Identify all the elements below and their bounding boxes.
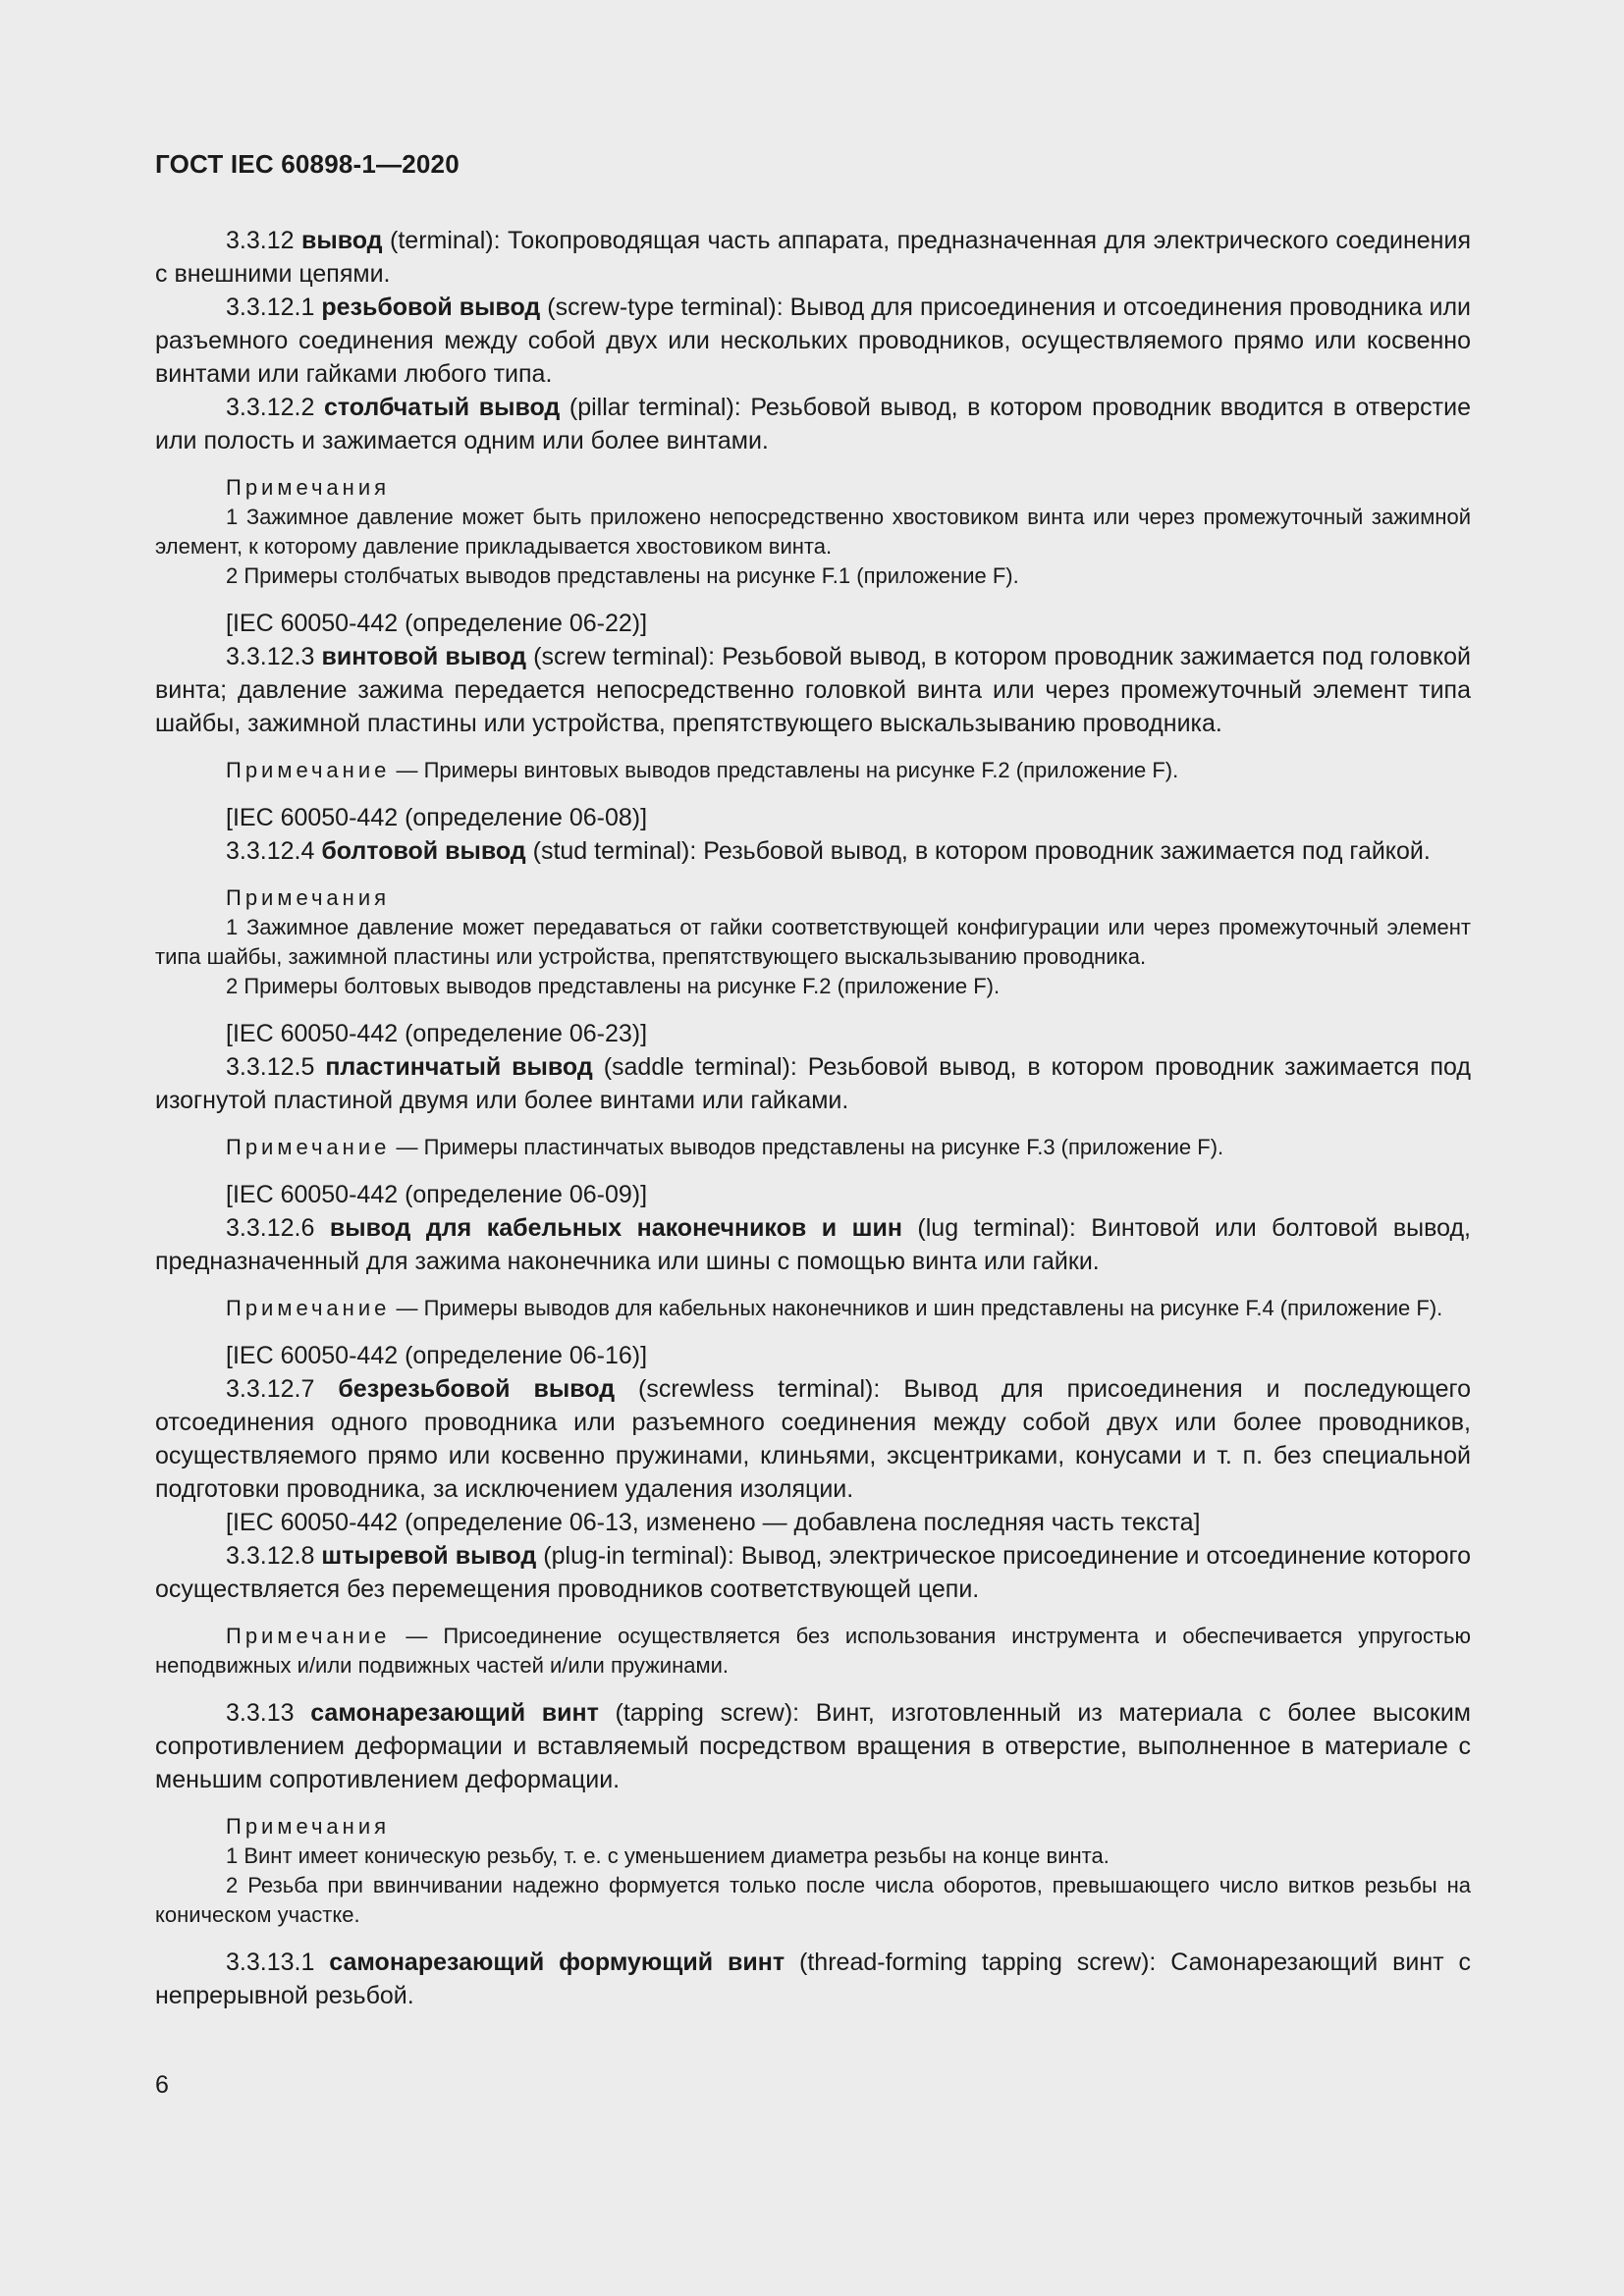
clause-3-3-12-2 — [155, 391, 1471, 457]
note-item: 2 Примеры болтовых выводов представлены на рисунке F.2 (приложение F). — [226, 974, 1001, 998]
clause-3-3-12-6 — [155, 1211, 1471, 1278]
clause-number: 3.3.12.7 — [226, 1375, 315, 1403]
note-item: 1 Винт имеет коническую резьбу, т. е. с уменьшением диаметра резьбы на конце винта. — [226, 1843, 1110, 1868]
clause-3-3-12-7 — [155, 1372, 1471, 1506]
note-text: — Примеры выводов для кабельных наконечников и шин представлены на рисунке F.4 (приложение F). — [390, 1296, 1443, 1320]
reference: [IEC 60050-442 (определение 06-13, изменено — добавлена последняя часть текста] — [226, 1509, 1201, 1536]
clause-text: (stud terminal): Резьбовой вывод, в котором проводник зажимается под гайкой. — [525, 837, 1431, 865]
page-number: 6 — [155, 2071, 169, 2099]
reference: [IEC 60050-442 (определение 06-23)] — [226, 1020, 648, 1047]
clause-number: 3.3.12.2 — [226, 394, 315, 421]
clause-3-3-12 — [155, 224, 1471, 291]
clause-text: (screw terminal): Резьбовой вывод, в котором проводник зажимается под головкой винта; давление зажима передается непосредственно головкой винта или через промежуточный элемент типа шайбы, зажимной пластины или устройства, препятствующего выскальзыванию проводника. — [155, 643, 1472, 737]
note-text: — Присоединение осуществляется без использования инструмента и обеспечивается упругостью неподвижных и/или подвижных частей и/или пружинами. — [155, 1624, 1471, 1678]
clause-text: (lug terminal): Винтовой или болтовой вывод, предназначенный для зажима наконечника или шины с помощью винта или гайки. — [155, 1214, 1471, 1275]
clause-number: 3.3.12.6 — [226, 1214, 315, 1242]
reference: [IEC 60050-442 (определение 06-09)] — [226, 1181, 648, 1208]
clause-number: 3.3.12.4 — [226, 837, 315, 865]
document-header: ГОСТ IEC 60898-1—2020 — [155, 149, 460, 179]
reference: [IEC 60050-442 (определение 06-22)] — [226, 610, 648, 637]
clause-term: вывод — [300, 227, 383, 254]
note-item: 1 Зажимное давление может быть приложено непосредственно хвостовиком винта или через промежуточный зажимной элемент, к которому давление прикладывается хвостовиком винта. — [155, 505, 1471, 559]
clause-3-3-12-1 — [155, 291, 1471, 391]
clause-number: 3.3.13 — [226, 1699, 295, 1727]
clause-text: (plug-in terminal): Вывод, электрическое присоединение и отсоединение которого осуществляется без перемещения проводников соответствующей цепи. — [155, 1542, 1471, 1603]
clause-number: 3.3.12.8 — [226, 1542, 315, 1570]
note-label: Примечание — [226, 758, 391, 782]
clause-3-3-13 — [155, 1696, 1471, 1796]
clause-3-3-12-3 — [155, 640, 1471, 740]
note — [155, 1622, 1471, 1681]
note-text: — Примеры пластинчатых выводов представлены на рисунке F.3 (приложение F). — [390, 1135, 1224, 1159]
reference: [IEC 60050-442 (определение 06-08)] — [226, 804, 648, 831]
notes-heading: Примечания — [226, 475, 391, 500]
clause-term: пластинчатый вывод — [325, 1053, 593, 1081]
clause-text: (screw-type terminal): Вывод для присоединения и отсоединения проводника или разъемного соединения между собой двух или нескольких проводников, осуществляемого прямо или косвенно винтами или гайками любого типа. — [155, 294, 1471, 388]
clause-text: (pillar terminal): Резьбовой вывод, в котором проводник вводится в отверстие или полость и зажимается одним или более винтами. — [155, 394, 1471, 454]
note — [155, 1133, 1471, 1162]
clause-term: винтовой вывод — [321, 643, 526, 670]
note-label: Примечание — [226, 1135, 391, 1159]
clause-term: столбчатый вывод — [323, 394, 561, 421]
note-item: 2 Резьба при ввинчивании надежно формуется только после числа оборотов, превышающего число витков резьбы на коническом участке. — [155, 1873, 1471, 1927]
clause-term: безрезьбовой вывод — [338, 1375, 616, 1403]
clause-text: (thread-forming tapping screw): Самонарезающий винт с непрерывной резьбой. — [155, 1949, 1472, 2009]
clause-term: самонарезающий винт — [310, 1699, 599, 1727]
note-item: 2 Примеры столбчатых выводов представлены на рисунке F.1 (приложение F). — [226, 563, 1019, 588]
clause-text: (tapping screw): Винт, изготовленный из материала с более высоким сопротивлением деформации и вставляемый посредством вращения в отверстие, выполненное в материале с меньшим сопротивлением деформации. — [155, 1699, 1471, 1793]
note-label: Примечание — [226, 1296, 391, 1320]
clause-term: вывод для кабельных наконечников и шин — [329, 1214, 902, 1242]
clause-number: 3.3.12 — [226, 227, 295, 254]
clause-term: штыревой вывод — [321, 1542, 537, 1570]
clause-3-3-12-5 — [155, 1050, 1471, 1117]
clause-text: (saddle terminal): Резьбовой вывод, в котором проводник зажимается под изогнутой пластиной двумя или более винтами или гайками. — [155, 1053, 1471, 1114]
notes-heading: Примечания — [226, 1814, 391, 1839]
note — [155, 756, 1471, 785]
note-text: — Примеры винтовых выводов представлены на рисунке F.2 (приложение F). — [390, 758, 1179, 782]
clause-number: 3.3.12.1 — [226, 294, 315, 321]
clause-number: 3.3.13.1 — [226, 1949, 315, 1976]
clause-term: резьбовой вывод — [321, 294, 541, 321]
clause-text: (terminal): Токопроводящая часть аппарата, предназначенная для электрического соединения с внешними цепями. — [155, 227, 1471, 288]
document-body — [155, 224, 1471, 2012]
clause-3-3-13-1 — [155, 1946, 1471, 2012]
notes-heading: Примечания — [226, 885, 391, 910]
note — [155, 1294, 1471, 1323]
clause-term: самонарезающий формующий винт — [329, 1949, 785, 1976]
clause-text: (screwless terminal): Вывод для присоединения и последующего отсоединения одного проводника или разъемного соединения между собой двух или более проводников, осуществляемого прямо или косвенно пружинами, клиньями, эксцентриками, конусами и т. п. без специальной подготовки проводника, за исключением удаления изоляции. — [155, 1375, 1471, 1503]
clause-3-3-12-8 — [155, 1539, 1471, 1606]
note-item: 1 Зажимное давление может передаваться от гайки соответствующей конфигурации или через промежуточный элемент типа шайбы, зажимной пластины или устройства, препятствующего выскальзыванию проводника. — [155, 915, 1471, 969]
clause-number: 3.3.12.3 — [226, 643, 315, 670]
clause-number: 3.3.12.5 — [226, 1053, 315, 1081]
note-label: Примечание — [226, 1624, 391, 1648]
clause-3-3-12-4 — [155, 834, 1471, 868]
reference: [IEC 60050-442 (определение 06-16)] — [226, 1342, 648, 1369]
clause-term: болтовой вывод — [321, 837, 526, 865]
